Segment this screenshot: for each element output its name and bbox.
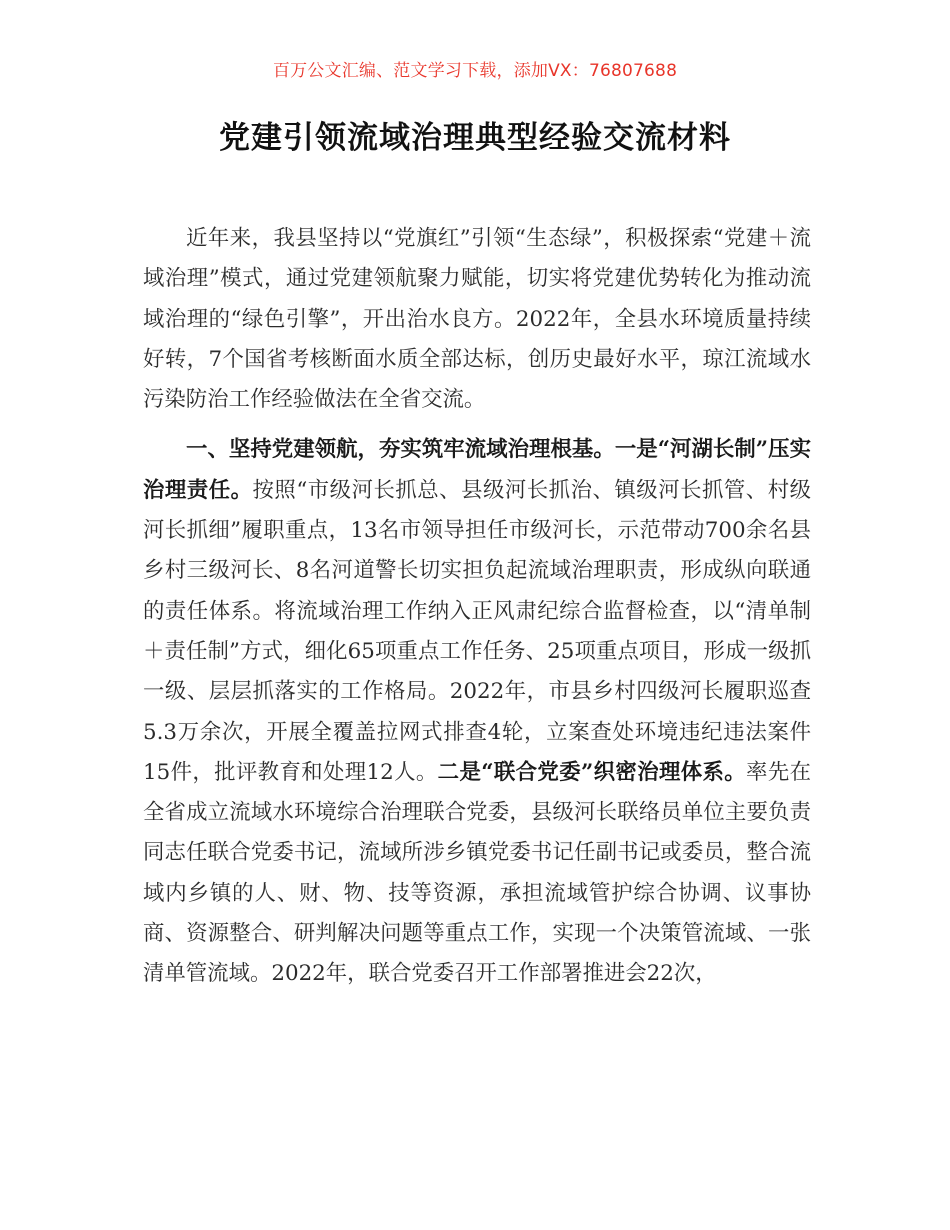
document-body: [143, 219, 811, 1005]
intro-paragraph: 近年来，我县坚持以“党旗红”引领“生态绿”，积极探索“党建＋流域治理”模式，通过党建领航聚力赋能，切实将党建优势转化为推动流域治理的“绿色引擎”，开出治水良方。2022年，全县水环境质量持续好转，7个国省考核断面水质全部达标，创历史最好水平，琼江流域水污染防治工作经验做法在全省交流。: [143, 226, 811, 413]
section-1-heading: 一、坚持党建领航，夯实筑牢流域治理根基。: [186, 437, 615, 463]
point-2-title: 二是“联合党委”织密治理体系。: [437, 759, 747, 785]
point-1-text: 按照“市级河长抓总、县级河长抓治、镇级河长抓管、村级河长抓细”履职重点，13名市领导担任市级河长，示范带动700余名县乡村三级河长、8名河道警长切实担负起流域治理职责，形成纵向联通的责任体系。将流域治理工作纳入正风肃纪综合监督检查，以“清单制＋责任制”方式，细化65项重点工作任务、25项重点项目，形成一级抓一级、层层抓落实的工作格局。2022年，市县乡村四级河长履职巡查5.3万余次，开展全覆盖拉网式排查4轮，立案查处环境违纪违法案件15件，批评教育和处理12人。: [143, 477, 811, 785]
section-1-paragraph: [143, 430, 811, 994]
point-1-title: 一是“河湖长制”压实治理责任。: [143, 437, 811, 503]
point-2-text: 率先在全省成立流域水环境综合治理联合党委，县级河长联络员单位主要负责同志任联合党委书记，流域所涉乡镇党委书记任副书记或委员，整合流域内乡镇的人、财、物、技等资源，承担流域管护综合协调、议事协商、资源整合、研判解决问题等重点工作，实现一个决策管流域、一张清单管流域。2022年，联合党委召开工作部署推进会22次，: [143, 759, 811, 987]
header-watermark-note: 百万公文汇编、范文学习下载，添加VX：76807688: [272, 61, 678, 81]
document-title: 党建引领流域治理典型经验交流材料: [219, 120, 731, 156]
